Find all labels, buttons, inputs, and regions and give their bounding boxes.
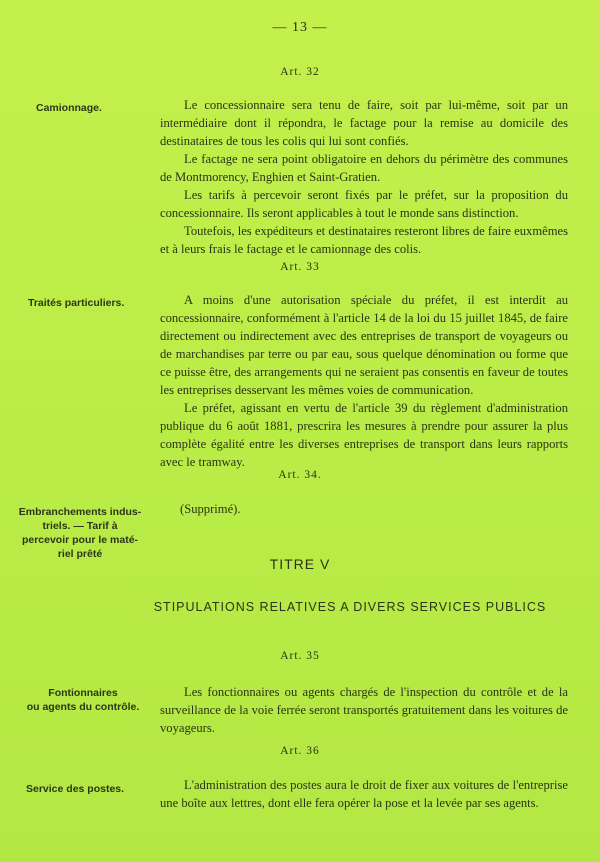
titre-heading: TITRE V <box>269 556 331 572</box>
margin-note-camionnage: Camionnage. <box>36 102 102 114</box>
article-33-heading: Art. 33 <box>280 261 320 273</box>
paragraph: A moins d'une autorisation spéciale du préfet, il est interdit au concessionnaire, conformément à l'article 14 de la loi du 15 juillet 1845, de faire directement ou indirectement avec des entreprises de transport de voyageurs ou de marchandises par terre ou par eau, sous quelque dénomination ou forme que ce puisse être, des arrangements qui ne seraient pas consentis en faveur de toutes les entreprises desservant les mêmes voies de communication. <box>160 293 568 397</box>
article-32-body <box>160 96 568 258</box>
paragraph: Le préfet, agissant en vertu de l'article 39 du règlement d'administration publique du 6 août 1881, prescrira les mesures à prendre pour assurer la plus complète égalité entre les diverses entreprises de transport dans leurs rapports avec le tramway. <box>160 401 568 469</box>
page-number: — 13 — <box>272 20 328 35</box>
paragraph: Le concessionnaire sera tenu de faire, soit par lui-même, soit par un intermédiaire dont il répondra, le factage pour la remise au domicile des destinataires de tous les colis qui lui sont confiés. <box>160 98 568 148</box>
article-32-heading: Art. 32 <box>280 66 320 78</box>
paragraph: L'administration des postes aura le droit de fixer aux voitures de l'entreprise une boîte aux lettres, dont elle fera opérer la pose et la levée par ses agents. <box>160 778 568 810</box>
paragraph: Les tarifs à percevoir seront fixés par le préfet, sur la proposition du concessionnaire. Ils seront applicables à tout le monde sans distinction. <box>160 188 568 220</box>
paragraph: (Supprimé). <box>180 502 241 516</box>
article-34-heading: Art. 34. <box>278 469 322 481</box>
paragraph: Toutefois, les expéditeurs et destinataires resteront libres de faire euxmêmes et à leurs frais le factage et le camionnage des colis. <box>160 224 568 256</box>
margin-note-service-des-postes: Service des postes. <box>26 783 125 795</box>
article-36-body <box>160 776 568 812</box>
article-35-heading: Art. 35 <box>280 650 320 662</box>
margin-note-fonctionnaires: Fontionnaires ou agents du contrôle. <box>26 687 140 713</box>
paragraph: Le factage ne sera point obligatoire en dehors du périmètre des communes de Montmorency, Enghien et Saint-Gratien. <box>160 152 568 184</box>
paragraph: Les fonctionnaires ou agents chargés de l'inspection du contrôle et de la surveillance de la voie ferrée seront transportés gratuitement dans les voitures de voyageurs. <box>160 685 568 735</box>
margin-note-embranchements: Embranchements indus- triels. — Tarif à percevoir pour le maté- riel prêté <box>18 506 142 560</box>
article-36-heading: Art. 36 <box>280 745 320 757</box>
stipulations-heading: STIPULATIONS RELATIVES A DIVERS SERVICES PUBLICS <box>153 600 547 614</box>
margin-note-traites-particuliers: Traités particuliers. <box>28 297 125 309</box>
article-33-body <box>160 291 568 471</box>
article-34-body <box>180 500 480 518</box>
article-35-body <box>160 683 568 737</box>
